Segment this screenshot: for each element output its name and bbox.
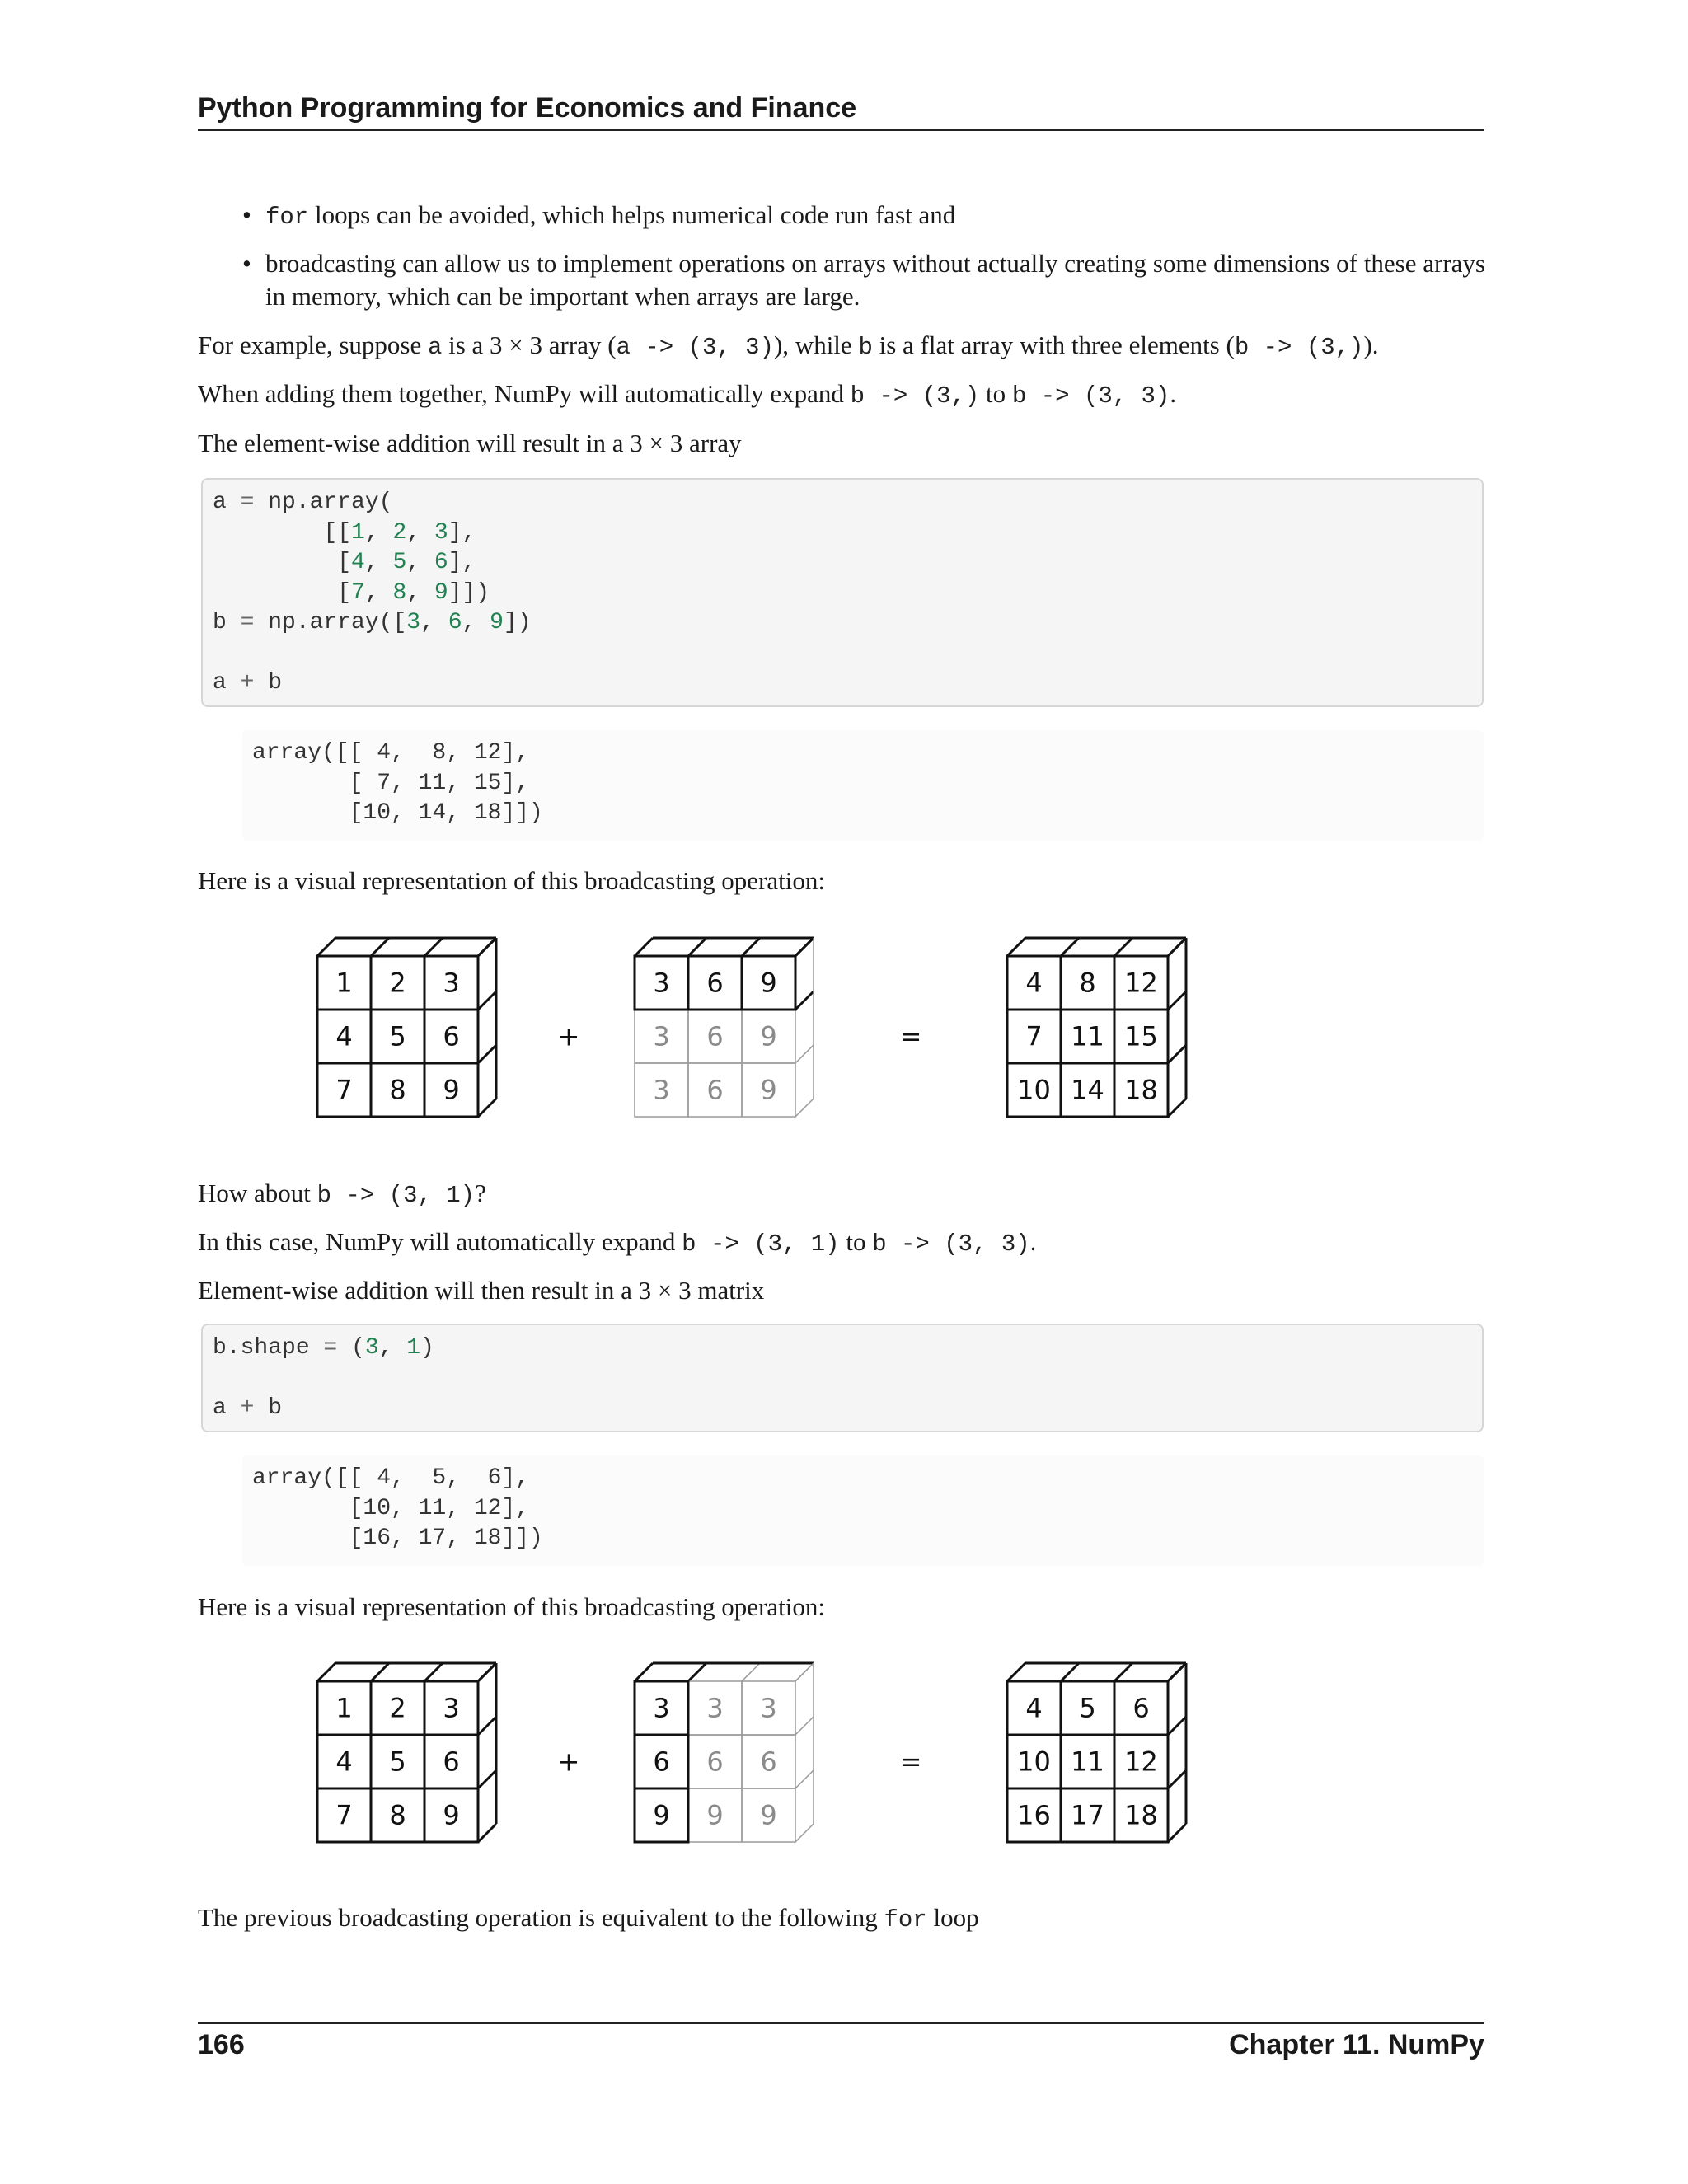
code-text: , <box>420 610 448 635</box>
array-cell-value: 16 <box>1017 1799 1051 1831</box>
cube-edge <box>371 1663 389 1681</box>
code-operator: + <box>240 1395 255 1421</box>
array-cell-value: 2 <box>389 967 406 999</box>
array-cell-value: 1 <box>335 1692 353 1724</box>
code-cell-2[interactable] <box>201 1324 1484 1432</box>
cube-edge <box>478 1045 496 1063</box>
cube-edge <box>1168 938 1186 956</box>
array-cell-value: 7 <box>1025 1020 1043 1052</box>
ghost-cell-value: 6 <box>760 1746 777 1778</box>
array-cell-value: 12 <box>1124 1746 1158 1778</box>
code-text: np.array([ <box>254 610 407 635</box>
array-cell-value: 8 <box>1079 967 1096 999</box>
cube-edge <box>688 938 706 956</box>
array-cell-value: 10 <box>1017 1074 1051 1106</box>
cube-edge <box>317 1663 335 1681</box>
array-cell-value: 9 <box>443 1799 460 1831</box>
inline-code: for <box>265 204 309 231</box>
cube-edge <box>478 1663 496 1681</box>
code-text: ) <box>420 1335 434 1361</box>
array-cell-value: 11 <box>1071 1020 1104 1052</box>
code-text: [ <box>213 550 352 575</box>
running-header-title: Python Programming for Economics and Finance <box>198 92 857 124</box>
code-number: 2 <box>392 519 407 546</box>
code-text: , <box>406 579 434 606</box>
code-text: np.array( <box>254 490 393 515</box>
bullet-item-1 <box>265 199 1485 234</box>
cube-edge <box>795 938 814 956</box>
code-text: b <box>213 610 241 635</box>
paragraph-1: For example, suppose a is a 3 × 3 array (a -> (3, 3)), while b is a flat array with three elements (b -> (3,)). <box>198 330 1379 361</box>
cube-edge <box>635 938 653 956</box>
plus-sign: + <box>557 1020 580 1052</box>
array-cell-value: 4 <box>335 1020 353 1052</box>
code-text: ]]) <box>448 579 490 606</box>
cube-edge <box>478 1770 496 1788</box>
array-cell-value: 4 <box>1025 1692 1043 1724</box>
code-number: 8 <box>392 579 407 606</box>
ghost-cell-value: 3 <box>706 1692 724 1724</box>
cube-edge <box>688 1663 706 1681</box>
code-number: 1 <box>351 519 365 546</box>
array-cell-value: 18 <box>1124 1074 1158 1106</box>
output-cell-1 <box>242 730 1484 841</box>
cube-edge <box>795 991 814 1010</box>
bullet-text: loops can be avoided, which helps numerical code run fast and <box>308 200 956 229</box>
paragraph-5: How about b -> (3, 1)? <box>198 1179 486 1209</box>
code-text: ], <box>448 550 476 575</box>
code-cell-1[interactable] <box>201 478 1484 707</box>
cube-edge <box>478 938 496 956</box>
cube-edge <box>1168 1099 1186 1117</box>
ghost-cell-value: 3 <box>760 1692 777 1724</box>
cube-edge <box>1061 938 1079 956</box>
array-cell-value: 14 <box>1071 1074 1104 1106</box>
cube-edge <box>478 1099 496 1117</box>
array-cell-value: 8 <box>389 1074 406 1106</box>
code-operator: + <box>240 670 255 696</box>
code-text: , <box>462 610 490 635</box>
array-cell-value: 2 <box>389 1692 406 1724</box>
cube-edge <box>1168 1045 1186 1063</box>
bullet-dot: • <box>242 249 251 278</box>
array-cell-value: 5 <box>1079 1692 1096 1724</box>
array-cell-value: 3 <box>443 967 460 999</box>
cube-edge <box>1114 938 1132 956</box>
array-cell-value: 9 <box>653 1799 670 1831</box>
cube-edge <box>795 1663 814 1681</box>
cube-edge <box>1114 1663 1132 1681</box>
cube-edge <box>1168 1717 1186 1735</box>
cube-edge <box>424 1663 443 1681</box>
paragraph-9: The previous broadcasting operation is equivalent to the following for loop <box>198 1903 979 1933</box>
code-text: a <box>213 490 241 515</box>
code-text: b <box>254 1395 283 1421</box>
code-number: 4 <box>351 550 365 575</box>
array-cell-value: 11 <box>1071 1746 1104 1778</box>
cube-edge <box>478 1824 496 1842</box>
plus-sign: + <box>557 1746 580 1778</box>
code-number: 7 <box>351 579 365 606</box>
ghost-cell-value: 6 <box>706 1074 724 1106</box>
array-cell-value: 6 <box>443 1746 460 1778</box>
paragraph-4: Here is a visual representation of this broadcasting operation: <box>198 866 825 895</box>
array-cell-value: 7 <box>335 1074 353 1106</box>
array-cell-value: 17 <box>1071 1799 1104 1831</box>
array-cell-value: 8 <box>389 1799 406 1831</box>
cube-edge <box>742 1663 760 1681</box>
paragraph-8: Here is a visual representation of this broadcasting operation: <box>198 1592 825 1621</box>
footer-rule <box>198 2022 1484 2024</box>
cube-edge <box>317 938 335 956</box>
output-cell-2 <box>242 1455 1484 1566</box>
code-number: 6 <box>434 550 448 575</box>
bullet-dot: • <box>242 200 251 229</box>
code-number: 6 <box>448 610 462 635</box>
bullet-item-2: broadcasting can allow us to implement operations on arrays without actually creating some dimensions of these arrays in memory, which can be important when arrays are large. <box>265 249 1485 311</box>
array-cell-value: 6 <box>653 1746 670 1778</box>
ghost-cell-value: 9 <box>760 1074 777 1106</box>
cube-edge <box>1007 1663 1025 1681</box>
page-number: 166 <box>198 2029 245 2060</box>
ghost-cell-value: 9 <box>760 1020 777 1052</box>
array-cell-value: 3 <box>653 967 670 999</box>
output-cell-1-text: array([[ 4, 8, 12], [ 7, 11, 15], [10, 14, 18]]) <box>252 740 543 826</box>
array-cell-value: 5 <box>389 1020 406 1052</box>
cube-edge <box>1007 938 1025 956</box>
code-text: [[ <box>213 519 352 546</box>
code-text: b.shape <box>213 1335 324 1361</box>
array-cell-value: 4 <box>335 1746 353 1778</box>
code-cell-2-source <box>213 1333 1472 1424</box>
array-cell-value: 1 <box>335 967 353 999</box>
paragraph-3: The element-wise addition will result in a 3 × 3 array <box>198 429 742 457</box>
cube-edge <box>795 1770 814 1788</box>
code-text: ( <box>337 1335 365 1361</box>
ghost-cell-value: 6 <box>706 1020 724 1052</box>
code-text: b <box>254 670 283 696</box>
broadcast-diagram-2 <box>305 1657 1228 1854</box>
paragraph-2: When adding them together, NumPy will automatically expand b -> (3,) to b -> (3, 3). <box>198 379 1177 410</box>
array-cell-value: 7 <box>335 1799 353 1831</box>
array-cell-value: 6 <box>443 1020 460 1052</box>
code-number: 9 <box>490 610 504 635</box>
cube-edge <box>1168 1663 1186 1681</box>
ghost-cell-value: 3 <box>653 1074 670 1106</box>
code-number: 3 <box>364 1335 379 1361</box>
broadcast-diagram-1 <box>305 931 1228 1129</box>
cube-edge <box>478 1717 496 1735</box>
equals-sign: = <box>899 1020 922 1052</box>
array-cell-value: 3 <box>653 1692 670 1724</box>
cube-edge <box>424 938 443 956</box>
code-text: [ <box>213 579 352 606</box>
ghost-cell-value: 6 <box>706 1746 724 1778</box>
code-operator: = <box>240 490 255 515</box>
cube-edge <box>1168 991 1186 1010</box>
paragraph-6: In this case, NumPy will automatically expand b -> (3, 1) to b -> (3, 3). <box>198 1227 1037 1258</box>
output-cell-2-text: array([[ 4, 5, 6], [10, 11, 12], [16, 17, 18]]) <box>252 1465 543 1551</box>
ghost-cell-value: 3 <box>653 1020 670 1052</box>
equals-sign: = <box>899 1746 922 1778</box>
ghost-cell-value: 9 <box>760 1799 777 1831</box>
cube-edge <box>478 991 496 1010</box>
code-text: ]) <box>503 610 532 635</box>
ghost-cell-value: 9 <box>706 1799 724 1831</box>
code-text: , <box>364 579 393 606</box>
cube-edge <box>371 938 389 956</box>
array-cell-value: 9 <box>760 967 777 999</box>
code-number: 3 <box>406 610 421 635</box>
code-text: , <box>364 519 393 546</box>
cube-edge <box>1168 1770 1186 1788</box>
code-number: 9 <box>434 579 448 606</box>
code-text: , <box>364 550 393 575</box>
array-cell-value: 3 <box>443 1692 460 1724</box>
code-number: 3 <box>434 519 448 546</box>
cube-edge <box>1168 1824 1186 1842</box>
cube-edge <box>742 938 760 956</box>
array-cell-value: 18 <box>1124 1799 1158 1831</box>
array-cell-value: 6 <box>706 967 724 999</box>
code-operator: = <box>323 1335 338 1361</box>
cube-edge <box>795 1099 814 1117</box>
cube-edge <box>635 1663 653 1681</box>
array-cell-value: 4 <box>1025 967 1043 999</box>
chapter-label: Chapter 11. NumPy <box>1229 2029 1484 2060</box>
code-cell-1-source <box>213 488 1472 699</box>
code-number: 1 <box>406 1335 421 1361</box>
code-text: , <box>378 1335 407 1361</box>
code-text: , <box>406 550 434 575</box>
array-cell-value: 12 <box>1124 967 1158 999</box>
code-number: 5 <box>392 550 407 575</box>
code-operator: = <box>240 610 255 635</box>
code-text: a <box>213 1395 241 1421</box>
array-cell-value: 10 <box>1017 1746 1051 1778</box>
cube-edge <box>795 1045 814 1063</box>
paragraph-7: Element-wise addition will then result in a 3 × 3 matrix <box>198 1276 765 1305</box>
array-cell-value: 15 <box>1124 1020 1158 1052</box>
cube-edge <box>795 1717 814 1735</box>
array-cell-value: 5 <box>389 1746 406 1778</box>
code-text: ], <box>448 519 476 546</box>
code-text: , <box>406 519 434 546</box>
code-text: a <box>213 670 241 696</box>
cube-edge <box>1061 1663 1079 1681</box>
array-cell-value: 9 <box>443 1074 460 1106</box>
cube-edge <box>795 1824 814 1842</box>
header-rule <box>198 129 1484 131</box>
array-cell-value: 6 <box>1132 1692 1150 1724</box>
